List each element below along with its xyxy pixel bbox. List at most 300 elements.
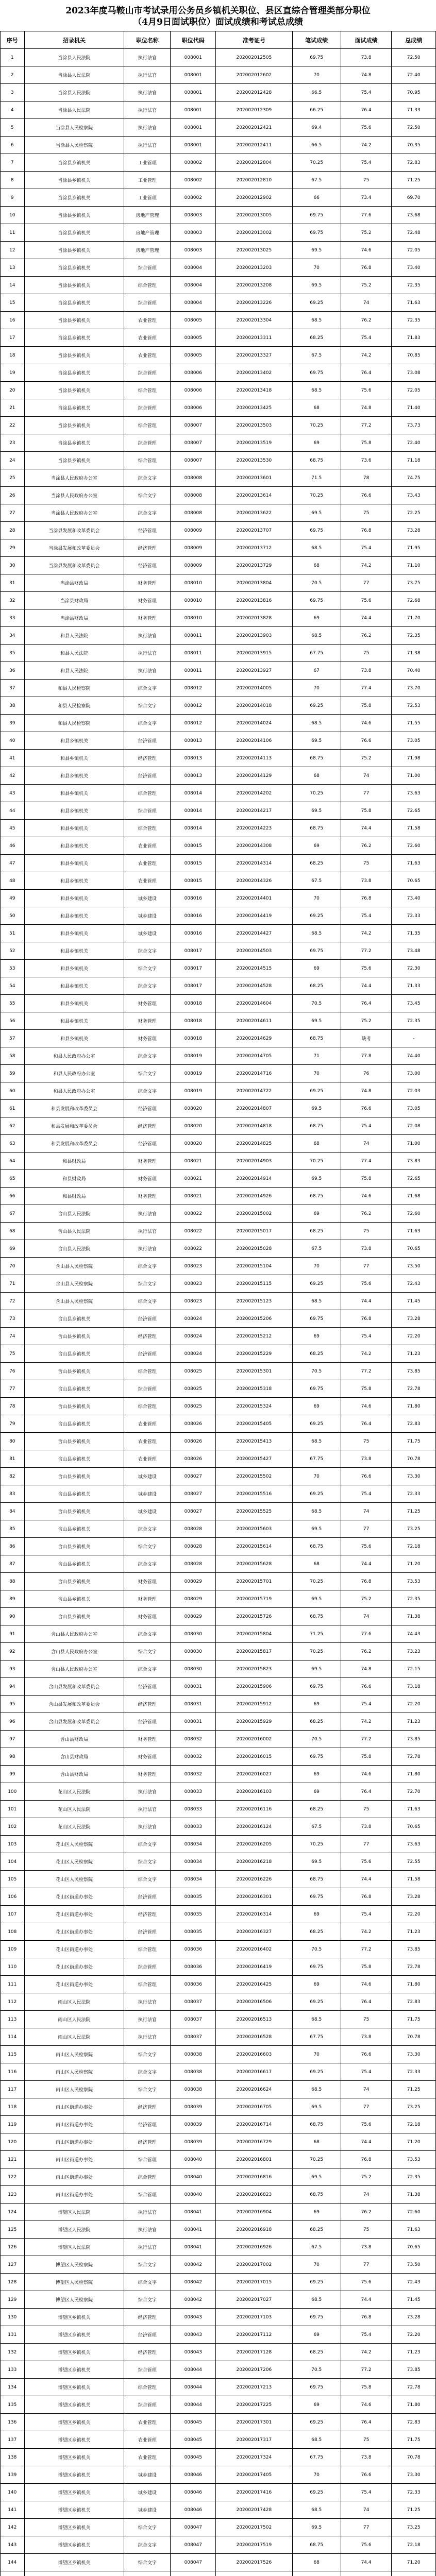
row-index: 3 bbox=[1, 84, 25, 101]
table-row bbox=[1, 2151, 436, 2168]
row-written-score: 69.75 bbox=[292, 1380, 341, 1398]
row-position-code: 008012 bbox=[171, 715, 216, 732]
row-interview-score: 77.8 bbox=[341, 1047, 392, 1065]
row-position: 综合文字 bbox=[124, 1555, 171, 1573]
row-total-score: 71.18 bbox=[392, 452, 436, 469]
row-written-score: 69.25 bbox=[292, 1415, 341, 1433]
table-row bbox=[1, 1398, 436, 1415]
row-interview-score: 75.6 bbox=[341, 2116, 392, 2133]
row-position-code: 008047 bbox=[171, 2554, 216, 2571]
table-row bbox=[1, 2554, 436, 2571]
row-interview-score: 77.2 bbox=[341, 942, 392, 960]
table-row bbox=[1, 1853, 436, 1871]
row-position: 经济管理 bbox=[124, 2098, 171, 2116]
row-interview-score: 76.6 bbox=[341, 487, 392, 504]
row-agency: 博望区乡镇机关 bbox=[24, 2466, 124, 2484]
table-row bbox=[1, 1188, 436, 1205]
row-agency: 含山县乡镇机关 bbox=[24, 1573, 124, 1590]
row-position: 执行法官 bbox=[124, 1223, 171, 1240]
table-row bbox=[1, 2011, 436, 2028]
row-total-score: 72.33 bbox=[392, 1485, 436, 1503]
table-row bbox=[1, 1363, 436, 1380]
row-agency: 和县乡镇机关 bbox=[24, 837, 124, 855]
row-written-score: 69.25 bbox=[292, 907, 341, 925]
row-index: 12 bbox=[1, 242, 25, 259]
row-total-score: 72.48 bbox=[392, 224, 436, 242]
row-ticket-number: 202002016617 bbox=[216, 2063, 292, 2081]
row-agency: 花山区人民法院 bbox=[24, 1783, 124, 1801]
table-row bbox=[1, 2291, 436, 2309]
row-position: 房地产管理 bbox=[124, 207, 171, 224]
row-total-score: 71.38 bbox=[392, 1608, 436, 1625]
row-ticket-number: 202002016103 bbox=[216, 1783, 292, 1801]
row-written-score: 69.5 bbox=[292, 732, 341, 750]
row-interview-score: 73.8 bbox=[341, 662, 392, 680]
row-position-code: 008008 bbox=[171, 469, 216, 487]
row-written-score: 66.5 bbox=[292, 137, 341, 154]
row-written-score: 70.25 bbox=[292, 2151, 341, 2168]
row-ticket-number: 202002013226 bbox=[216, 294, 292, 312]
row-position-code: 008034 bbox=[171, 1853, 216, 1871]
row-position-code: 008018 bbox=[171, 1012, 216, 1030]
row-interview-score: 76.8 bbox=[341, 2151, 392, 2168]
table-row bbox=[1, 1643, 436, 1660]
row-index: 75 bbox=[1, 1345, 25, 1363]
row-index: 31 bbox=[1, 574, 25, 592]
row-interview-score: 75.4 bbox=[341, 2326, 392, 2344]
col-position-code: 职位代码 bbox=[171, 31, 216, 49]
row-ticket-number: 202002016226 bbox=[216, 1871, 292, 1888]
row-written-score: 68.75 bbox=[292, 1188, 341, 1205]
row-position-code: 008003 bbox=[171, 207, 216, 224]
row-index: 67 bbox=[1, 1205, 25, 1223]
row-total-score: 72.83 bbox=[392, 1993, 436, 2011]
row-total-score: 72.15 bbox=[392, 1660, 436, 1678]
row-ticket-number: 202002017112 bbox=[216, 2326, 292, 2344]
table-header-row bbox=[1, 31, 436, 49]
row-position: 执行法官 bbox=[124, 2239, 171, 2256]
row-ticket-number: 202002015104 bbox=[216, 1258, 292, 1275]
row-total-score: 73.08 bbox=[392, 364, 436, 382]
row-ticket-number: 202002015017 bbox=[216, 1223, 292, 1240]
row-written-score: 69.5 bbox=[292, 1590, 341, 1608]
row-written-score: 69.75 bbox=[292, 592, 341, 609]
row-ticket-number: 202002013402 bbox=[216, 364, 292, 382]
row-position-code bbox=[171, 2571, 216, 2576]
row-ticket-number: 202002012804 bbox=[216, 154, 292, 172]
row-total-score: 71.20 bbox=[392, 2554, 436, 2571]
row-written-score: 70.25 bbox=[292, 487, 341, 504]
row-index: 66 bbox=[1, 1188, 25, 1205]
row-written-score: 68.75 bbox=[292, 820, 341, 837]
row-index: 28 bbox=[1, 522, 25, 539]
row-index: 80 bbox=[1, 1433, 25, 1450]
row-total-score: 71.63 bbox=[392, 855, 436, 872]
row-position: 综合管理 bbox=[124, 1958, 171, 1976]
row-total-score: 73.43 bbox=[392, 487, 436, 504]
table-row bbox=[1, 154, 436, 172]
row-written-score: 68 bbox=[292, 2554, 341, 2571]
row-position: 经济管理 bbox=[124, 1696, 171, 1713]
table-row bbox=[1, 189, 436, 207]
row-ticket-number: 202002013425 bbox=[216, 399, 292, 417]
table-row bbox=[1, 1871, 436, 1888]
row-interview-score: 75.6 bbox=[341, 1538, 392, 1555]
row-total-score: 72.50 bbox=[392, 49, 436, 66]
row-position: 城乡建设 bbox=[124, 1468, 171, 1485]
row-total-score: 72.53 bbox=[392, 697, 436, 715]
row-agency: 当涂县乡镇机关 bbox=[24, 347, 124, 364]
row-position-code: 008027 bbox=[171, 1485, 216, 1503]
row-position: 综合文字 bbox=[124, 1871, 171, 1888]
row-ticket-number: 202002015912 bbox=[216, 1696, 292, 1713]
row-interview-score: 76.4 bbox=[341, 1783, 392, 1801]
row-index: 93 bbox=[1, 1660, 25, 1678]
row-interview-score: 74 bbox=[341, 1503, 392, 1520]
row-written-score: 70.25 bbox=[292, 1573, 341, 1590]
table-row bbox=[1, 1170, 436, 1188]
row-index: 52 bbox=[1, 942, 25, 960]
row-index: 24 bbox=[1, 452, 25, 469]
col-interview-score: 面试成绩 bbox=[341, 31, 392, 49]
row-ticket-number: 202002015324 bbox=[216, 1398, 292, 1415]
row-position: 农业管理 bbox=[124, 1415, 171, 1433]
row-agency: 雨山区街道办事处 bbox=[24, 2186, 124, 2204]
row-position: 综合文字 bbox=[124, 2274, 171, 2291]
row-agency: 当涂县乡镇机关 bbox=[24, 172, 124, 189]
table-row bbox=[1, 977, 436, 995]
row-total-score: 71.55 bbox=[392, 715, 436, 732]
table-row bbox=[1, 1538, 436, 1555]
row-agency: 当涂县人民检察院 bbox=[24, 137, 124, 154]
row-ticket-number: 202002013622 bbox=[216, 504, 292, 522]
row-ticket-number: 202002016327 bbox=[216, 1923, 292, 1941]
table-row bbox=[1, 645, 436, 662]
row-agency: 博望区乡镇机关 bbox=[24, 2519, 124, 2536]
row-agency: 含山县乡镇机关 bbox=[24, 1590, 124, 1608]
table-row bbox=[1, 2221, 436, 2239]
row-total-score: 72.78 bbox=[392, 2379, 436, 2396]
row-interview-score: 75.4 bbox=[341, 154, 392, 172]
row-ticket-number: 202002015002 bbox=[216, 1205, 292, 1223]
table-row bbox=[1, 224, 436, 242]
row-index: 132 bbox=[1, 2344, 25, 2361]
row-total-score: 74.43 bbox=[392, 1625, 436, 1643]
row-written-score: 69 bbox=[292, 1766, 341, 1783]
table-row bbox=[1, 592, 436, 609]
row-agency: 当涂县发展和改革委员会 bbox=[24, 522, 124, 539]
row-agency: 和县人民检察院 bbox=[24, 715, 124, 732]
row-total-score: 71.98 bbox=[392, 750, 436, 767]
row-interview-score: 76.2 bbox=[341, 627, 392, 645]
row-agency: 和县乡镇机关 bbox=[24, 925, 124, 942]
row-agency: 当涂县乡镇机关 bbox=[24, 364, 124, 382]
row-index: 76 bbox=[1, 1363, 25, 1380]
row-interview-score: 74.8 bbox=[341, 1660, 392, 1678]
row-position: 执行法官 bbox=[124, 1205, 171, 1223]
row-position: 执行法官 bbox=[124, 137, 171, 154]
row-ticket-number: 202002014005 bbox=[216, 680, 292, 697]
row-ticket-number: 202002014705 bbox=[216, 1047, 292, 1065]
row-index: 92 bbox=[1, 1643, 25, 1660]
row-position-code: 008027 bbox=[171, 1503, 216, 1520]
row-interview-score: 73.8 bbox=[341, 2239, 392, 2256]
row-total-score: 72.60 bbox=[392, 1205, 436, 1223]
row-ticket-number: 202002017416 bbox=[216, 2484, 292, 2501]
row-total-score: 73.30 bbox=[392, 1468, 436, 1485]
row-written-score: 69.5 bbox=[292, 1170, 341, 1188]
row-interview-score: 73.6 bbox=[341, 452, 392, 469]
row-position-code: 008032 bbox=[171, 1731, 216, 1748]
row-index: 26 bbox=[1, 487, 25, 504]
row-written-score: 70 bbox=[292, 680, 341, 697]
row-position: 综合文字 bbox=[124, 1520, 171, 1538]
row-total-score: 73.70 bbox=[392, 680, 436, 697]
row-index: 118 bbox=[1, 2098, 25, 2116]
row-ticket-number: 202002016124 bbox=[216, 1818, 292, 1836]
row-agency: 含山县发展和改革委员会 bbox=[24, 1696, 124, 1713]
row-agency: 和县人民政府办公室 bbox=[24, 1082, 124, 1100]
row-ticket-number: 202002014825 bbox=[216, 1135, 292, 1153]
row-total-score: 72.43 bbox=[392, 2274, 436, 2291]
table-row bbox=[1, 1468, 436, 1485]
table-row bbox=[1, 1205, 436, 1223]
row-position-code: 008014 bbox=[171, 785, 216, 802]
row-total-score: 73.63 bbox=[392, 1836, 436, 1853]
row-agency: 和县人民法院 bbox=[24, 662, 124, 680]
row-total-score: 72.20 bbox=[392, 1906, 436, 1923]
row-ticket-number: 202002016027 bbox=[216, 1766, 292, 1783]
table-row bbox=[1, 1415, 436, 1433]
row-written-score: 69.25 bbox=[292, 1485, 341, 1503]
row-position: 农业管理 bbox=[124, 347, 171, 364]
row-total-score: 71.45 bbox=[392, 2291, 436, 2309]
row-index: 126 bbox=[1, 2239, 25, 2256]
row-index: 37 bbox=[1, 680, 25, 697]
row-total-score: 71.70 bbox=[392, 609, 436, 627]
row-ticket-number: 202002017206 bbox=[216, 2361, 292, 2379]
row-position-code: 008019 bbox=[171, 1047, 216, 1065]
row-written-score: 67.75 bbox=[292, 645, 341, 662]
title-line-2: （4月9日面试职位）面试成绩和考试总成绩 bbox=[133, 17, 303, 27]
row-position: 综合管理 bbox=[124, 2396, 171, 2414]
row-written-score: 69.25 bbox=[292, 1082, 341, 1100]
row-index: 90 bbox=[1, 1608, 25, 1625]
row-agency: 和县人民政府办公室 bbox=[24, 1065, 124, 1082]
row-ticket-number: 202002016002 bbox=[216, 1731, 292, 1748]
row-agency: 博望区乡镇机关 bbox=[24, 2361, 124, 2379]
row-ticket-number: 202002015614 bbox=[216, 1538, 292, 1555]
row-position-code: 008036 bbox=[171, 1941, 216, 1958]
row-ticket-number: 202002014113 bbox=[216, 750, 292, 767]
row-ticket-number: 202002015516 bbox=[216, 1485, 292, 1503]
row-index: 83 bbox=[1, 1485, 25, 1503]
row-agency: 博望区乡镇机关 bbox=[24, 2501, 124, 2519]
row-position-code: 008017 bbox=[171, 942, 216, 960]
row-total-score: 73.28 bbox=[392, 522, 436, 539]
table-row bbox=[1, 1976, 436, 1993]
row-position: 综合文字 bbox=[124, 1836, 171, 1853]
row-position-code: 008035 bbox=[171, 1923, 216, 1941]
row-written-score: 69.5 bbox=[292, 1520, 341, 1538]
row-total-score: 72.43 bbox=[392, 1275, 436, 1293]
row-ticket-number: 202002013519 bbox=[216, 434, 292, 452]
row-index: 87 bbox=[1, 1555, 25, 1573]
row-position: 综合文字 bbox=[124, 1082, 171, 1100]
row-total-score: 73.28 bbox=[392, 2309, 436, 2326]
row-written-score: 69.75 bbox=[292, 207, 341, 224]
row-written-score: 69.5 bbox=[292, 1012, 341, 1030]
row-ticket-number: 202002015115 bbox=[216, 1275, 292, 1293]
row-position: 经济管理 bbox=[124, 1345, 171, 1363]
row-agency: 博望区人民法院 bbox=[24, 2221, 124, 2239]
table-row bbox=[1, 1836, 436, 1853]
row-position: 执行法官 bbox=[124, 2011, 171, 2028]
row-interview-score: 75.4 bbox=[341, 2063, 392, 2081]
row-total-score: 72.70 bbox=[392, 1783, 436, 1801]
row-position-code: 008015 bbox=[171, 872, 216, 890]
row-written-score: 68.25 bbox=[292, 329, 341, 347]
row-written-score: 69.75 bbox=[292, 942, 341, 960]
table-row bbox=[1, 837, 436, 855]
row-total-score: 72.18 bbox=[392, 2116, 436, 2133]
row-index: 115 bbox=[1, 2046, 25, 2063]
row-index: 129 bbox=[1, 2291, 25, 2309]
row-ticket-number: 202002012602 bbox=[216, 66, 292, 84]
row-agency: 含山县发展和改革委员会 bbox=[24, 1713, 124, 1731]
row-interview-score: 75.8 bbox=[341, 1958, 392, 1976]
row-total-score: 72.40 bbox=[392, 66, 436, 84]
row-total-score: 72.65 bbox=[392, 1170, 436, 1188]
table-row bbox=[1, 207, 436, 224]
row-interview-score: 76.4 bbox=[341, 995, 392, 1012]
row-ticket-number: 202002013025 bbox=[216, 242, 292, 259]
row-total-score: 73.53 bbox=[392, 1573, 436, 1590]
row-interview-score: 74.6 bbox=[341, 1976, 392, 1993]
row-ticket-number: 202002015804 bbox=[216, 1625, 292, 1643]
table-row bbox=[1, 557, 436, 574]
row-written-score: 68.25 bbox=[292, 1345, 341, 1363]
row-written-score: 69.75 bbox=[292, 364, 341, 382]
row-interview-score: 缺考 bbox=[341, 1030, 392, 1047]
row-written-score: 70 bbox=[292, 890, 341, 907]
row-ticket-number: 202002015229 bbox=[216, 1345, 292, 1363]
row-total-score: 73.00 bbox=[392, 1065, 436, 1082]
row-index: 103 bbox=[1, 1836, 25, 1853]
row-ticket-number: 202002014818 bbox=[216, 1117, 292, 1135]
row-index: 15 bbox=[1, 294, 25, 312]
row-total-score: 73.28 bbox=[392, 1888, 436, 1906]
row-total-score: 73.85 bbox=[392, 1363, 436, 1380]
row-total-score: 72.08 bbox=[392, 1117, 436, 1135]
row-index: 46 bbox=[1, 837, 25, 855]
row-position-code: 008017 bbox=[171, 960, 216, 977]
row-ticket-number: 202002015413 bbox=[216, 1433, 292, 1450]
row-interview-score: 74.2 bbox=[341, 557, 392, 574]
row-ticket-number: 202002013327 bbox=[216, 347, 292, 364]
row-agency: 含山县乡镇机关 bbox=[24, 1503, 124, 1520]
row-index: 41 bbox=[1, 750, 25, 767]
row-position-code: 008025 bbox=[171, 1398, 216, 1415]
row-interview-score: 76.6 bbox=[341, 732, 392, 750]
row-index: 94 bbox=[1, 1678, 25, 1696]
row-index: 120 bbox=[1, 2133, 25, 2151]
row-position-code: 008023 bbox=[171, 1258, 216, 1275]
row-index: 65 bbox=[1, 1170, 25, 1188]
row-interview-score: 74.8 bbox=[341, 399, 392, 417]
row-total-score: 70.85 bbox=[392, 347, 436, 364]
row-position: 财务管理 bbox=[124, 1590, 171, 1608]
row-position: 经济管理 bbox=[124, 732, 171, 750]
row-position: 综合文字 bbox=[124, 2536, 171, 2554]
row-interview-score: 75.2 bbox=[341, 1590, 392, 1608]
row-agency: 当涂县财政局 bbox=[24, 609, 124, 627]
row-interview-score: 76 bbox=[341, 1065, 392, 1082]
row-position-code: 008019 bbox=[171, 1065, 216, 1082]
row-index: 23 bbox=[1, 434, 25, 452]
row-written-score: 69.75 bbox=[292, 1748, 341, 1766]
row-written-score: 67.5 bbox=[292, 1818, 341, 1836]
row-position-code: 008023 bbox=[171, 1293, 216, 1310]
row-agency: 博望区人民法院 bbox=[24, 2204, 124, 2221]
row-agency: 含山县乡镇机关 bbox=[24, 1398, 124, 1415]
row-ticket-number: 202002012505 bbox=[216, 49, 292, 66]
row-ticket-number: 202002017324 bbox=[216, 2449, 292, 2466]
row-written-score: 69.75 bbox=[292, 1888, 341, 1906]
row-position: 城乡建设 bbox=[124, 890, 171, 907]
row-position-code: 008005 bbox=[171, 312, 216, 329]
row-total-score: 72.20 bbox=[392, 2326, 436, 2344]
row-written-score: 69.5 bbox=[292, 1853, 341, 1871]
row-position-code: 008003 bbox=[171, 224, 216, 242]
row-position: 执行法官 bbox=[124, 66, 171, 84]
row-index: 10 bbox=[1, 207, 25, 224]
row-interview-score: 77 bbox=[341, 1258, 392, 1275]
row-ticket-number: 202002012309 bbox=[216, 101, 292, 119]
row-index: 112 bbox=[1, 1993, 25, 2011]
row-agency: 当涂县乡镇机关 bbox=[24, 452, 124, 469]
row-total-score: 72.05 bbox=[392, 242, 436, 259]
row-interview-score: 75.8 bbox=[341, 1748, 392, 1766]
row-position: 城乡建设 bbox=[124, 2501, 171, 2519]
row-index: 125 bbox=[1, 2221, 25, 2239]
row-ticket-number: 202002017225 bbox=[216, 2396, 292, 2414]
row-position: 综合文字 bbox=[124, 680, 171, 697]
row-agency: 花山区人民法院 bbox=[24, 1818, 124, 1836]
row-index: 64 bbox=[1, 1153, 25, 1170]
row-total-score: 71.63 bbox=[392, 1801, 436, 1818]
row-total-score: 72.18 bbox=[392, 1538, 436, 1555]
row-index: 106 bbox=[1, 1888, 25, 1906]
row-position: 综合管理 bbox=[124, 2379, 171, 2396]
row-agency: 和县乡镇机关 bbox=[24, 750, 124, 767]
table-row bbox=[1, 2168, 436, 2186]
row-position: 经济管理 bbox=[124, 1678, 171, 1696]
row-ticket-number: 202002015318 bbox=[216, 1380, 292, 1398]
row-agency: 当涂县人民政府办公室 bbox=[24, 469, 124, 487]
row-position: 经济管理 bbox=[124, 1117, 171, 1135]
row-position bbox=[124, 2571, 171, 2576]
row-index: 69 bbox=[1, 1240, 25, 1258]
row-position: 财务管理 bbox=[124, 1030, 171, 1047]
row-written-score: 69.5 bbox=[292, 2519, 341, 2536]
row-written-score: 70.5 bbox=[292, 1731, 341, 1748]
row-agency: 当涂县财政局 bbox=[24, 592, 124, 609]
row-index: 74 bbox=[1, 1328, 25, 1345]
row-ticket-number: 202002013002 bbox=[216, 224, 292, 242]
row-interview-score: 74 bbox=[341, 2081, 392, 2098]
row-index: 133 bbox=[1, 2361, 25, 2379]
